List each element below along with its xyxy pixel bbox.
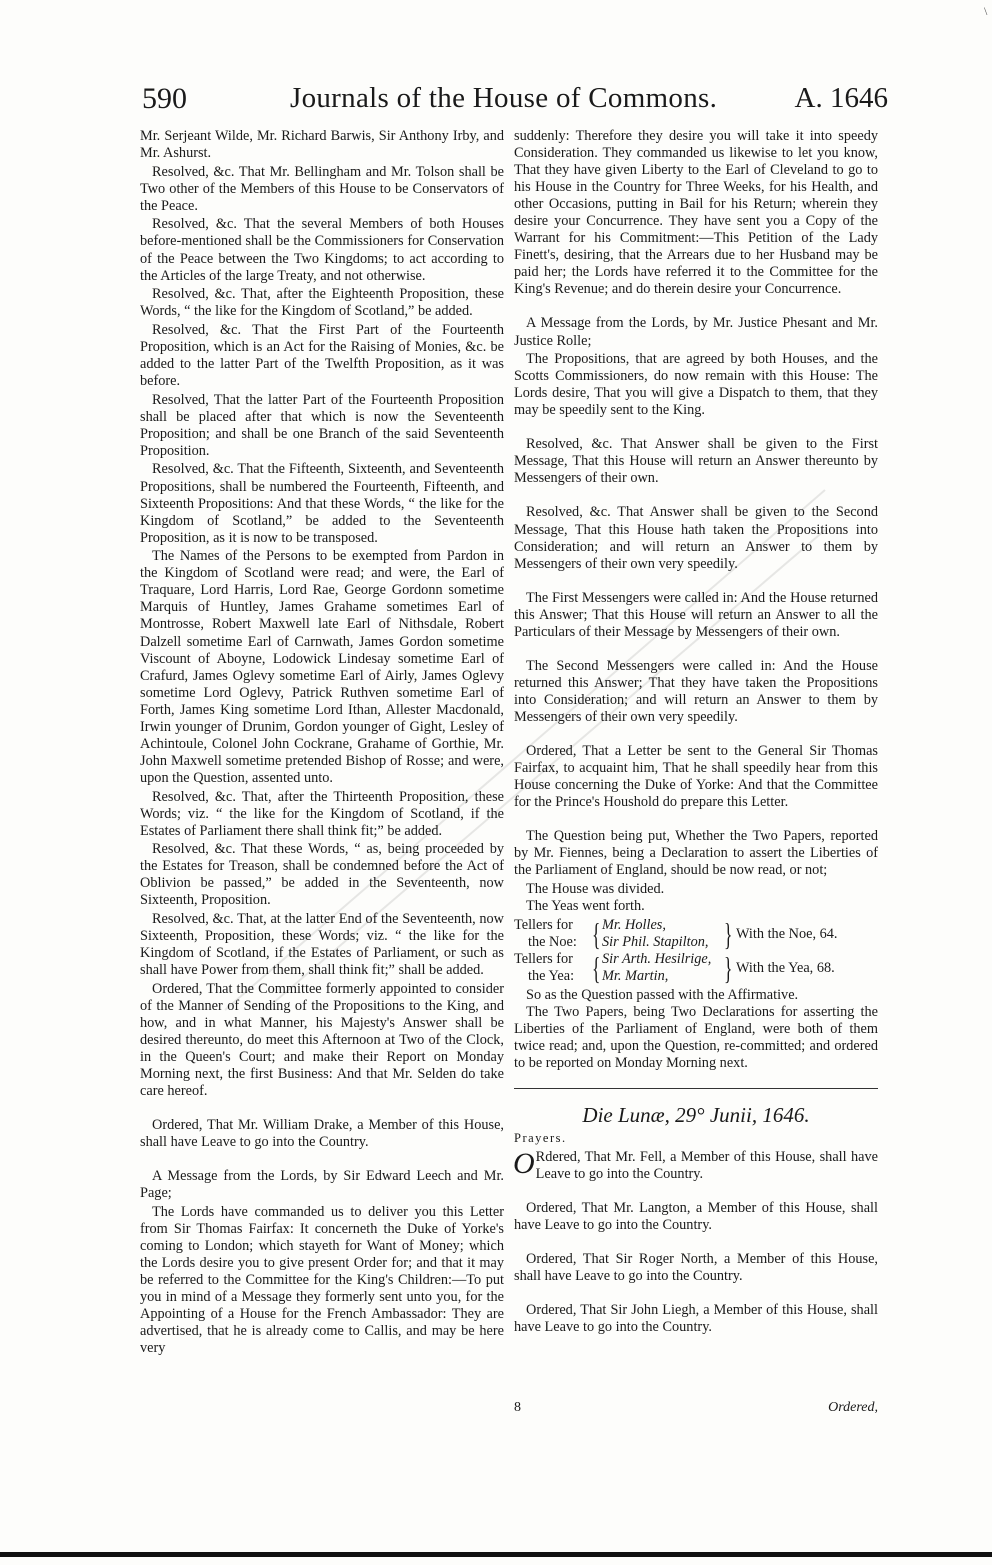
tellers-label-line: Tellers for <box>514 951 573 968</box>
paragraph: The Yeas went forth. <box>526 897 645 914</box>
paragraph: A Message from the Lords, by Sir Edward Leech and Mr. Page; <box>140 1168 504 1202</box>
paragraph: Resolved, &c. That the Fifteenth, Sixteenth, and Seventeenth Propositions, shall be numbered the Fourteenth, Fifteenth, and Sixteenth Propositions: And that these Words, “ the like for the Kingdom of Scotland,” be added to the Seventeenth Proposition, as it is now to be transposed. <box>140 461 504 546</box>
paragraph: The Second Messengers were called in: And the House returned this Answer; That they have taken the Propositions into Consideration; and will return an Answer to them by Messengers of their own very speedily. <box>514 657 878 725</box>
paragraph: Resolved, &c. That Answer shall be given to the First Message, That this House will return an Answer thereunto by Messengers of their own. <box>514 436 878 487</box>
left-brace: { <box>592 950 601 987</box>
paragraph: Ordered, That the Committee formerly appointed to consider of the Manner of Sending of the Propositions to the King, and how, and in what Manner, his Majesty's Answer shall be desired thereunto, do meet this Afternoon at Two of the Clock, in the Queen's Court; and make their Report on Monday Morning next, the first Business: And that Mr. Selden do take care hereof. <box>140 980 504 1100</box>
right-brace: } <box>724 950 733 987</box>
paragraph: Resolved, &c. That, after the Thirteenth Proposition, these Words; viz. “ the like for the Kingdom of Scotland, if the Estates of Parliament there shall think fit;” be added. <box>140 788 504 839</box>
tellers-label-line: the Noe: <box>528 934 577 951</box>
page-year: A. 1646 <box>794 82 888 114</box>
corner-mark: \ <box>984 4 988 18</box>
page-header <box>140 78 888 122</box>
paragraph: The Names of the Persons to be exempted from Pardon in the Kingdom of Scotland were read; and were, the Earl of Traquare, Lord Harris, Lord Rae, George Gordonn sometime Marquis of Huntley, James Grahame sometimes Earl of Montrosse, Robert Maxwell late Earl of Nithsdale, Robert Dalzell sometime Earl of Carnwath, James Gordon sometime Viscount of Aboyne, Lodowick Lindesay sometime Earl of Crafurd, James Oglevy sometime Earl of Airly, James Oglevy sometime Lord Oglevy, Patrick Ruthven sometime Earl of Forth, James King sometime Lord Ithan, Allester Macdonald, Irwin younger of Drunim, Gordon younger of Gight, Lesley of Achintoule, Colonel John Cockrane, Grahame of Gorthie, Mr. John Maxwell sometime pretended Bishop of Rosse; and were, upon the Question, assented unto. <box>140 548 504 786</box>
right-column <box>514 128 878 1338</box>
paragraph <box>513 1146 878 1183</box>
teller-name: Mr. Holles, <box>602 917 666 934</box>
tellers-label-line: Tellers for <box>514 917 573 934</box>
tellers-names <box>602 951 724 985</box>
teller-name: Sir Phil. Stapilton, <box>602 934 709 951</box>
paragraph: A Message from the Lords, by Mr. Justice Phesant and Mr. Justice Rolle; <box>514 315 878 349</box>
paragraph-text: Rdered, That Mr. Fell, a Member of this House, shall have Leave to go into the Country. <box>535 1148 878 1182</box>
bottom-edge-rule <box>0 1552 992 1557</box>
paragraph: Ordered, That Mr. Langton, a Member of this House, shall have Leave to go into the Country. <box>514 1200 878 1234</box>
paragraph: Mr. Serjeant Wilde, Mr. Richard Barwis, Sir Anthony Irby, and Mr. Ashurst. <box>140 128 504 162</box>
right-brace: } <box>724 916 733 953</box>
tellers-label <box>514 951 592 985</box>
paragraph: The Propositions, that are agreed by both Houses, and the Scotts Commissioners, do now remain with this House: The Lords desire, That you will give a Dispatch to them, that they may be speedily sent to the King. <box>514 351 878 419</box>
tellers-label <box>514 917 592 951</box>
teller-name: Mr. Martin, <box>602 968 669 985</box>
tellers-row <box>514 917 878 951</box>
paragraph: The House was divided. <box>526 880 665 897</box>
teller-name: Sir Arth. Hesilrige, <box>602 951 712 968</box>
paragraph: Resolved, &c. That, at the latter End of the Seventeenth, now Sixteenth, Proposition, these Words; viz. “ the like for the Kingdom of Scotland, if the Estates of Parliament, or such as shall have Power from them, shall think fit;” shall be added. <box>140 911 504 979</box>
paragraph: Resolved, That the latter Part of the Fourteenth Proposition shall be placed after that which is now the Seventeenth Proposition; and shall be one Branch of the said Seventeenth Proposition. <box>140 391 504 459</box>
catchword: Ordered, <box>828 1400 878 1415</box>
paragraph: So as the Question passed with the Affirmative. <box>526 987 799 1004</box>
paragraph: Resolved, &c. That the several Members of both Houses before-mentioned shall be the Commissioners for Conservation of the Peace between the Two Kingdoms; to act according to the Articles of the large Treaty, and not otherwise. <box>140 216 504 284</box>
paragraph: Resolved, &c. That the First Part of the Fourteenth Proposition, which is an Act for the Raising of Monies, &c. be added to the latter Part of the Twelfth Proposition, as it was before. <box>140 321 504 390</box>
page-title: Journals of the House of Commons. <box>290 82 718 114</box>
tellers-row <box>514 951 878 985</box>
tellers-names <box>602 917 724 951</box>
paragraph: The First Messengers were called in: And the House returned this Answer; That this House will return an Answer to all the Particulars of their Message by Messengers of their own. <box>514 589 878 640</box>
paragraph: Resolved, &c. That, after the Eighteenth Proposition, these Words, “ the like for the Kingdom of Scotland,” be added. <box>140 286 504 320</box>
paragraph: Resolved, &c. That these Words, “ as, being proceeded by the Estates for Treason, shall be condemned before the Act of Oblivion be passed,” be added in the Seventeenth, now Sixteenth, Proposition. <box>140 841 504 909</box>
drop-cap: O <box>513 1146 535 1180</box>
day-heading: Die Lunæ, 29° Junii, 1646. <box>582 1103 810 1128</box>
paragraph: Ordered, That Mr. William Drake, a Member of this House, shall have Leave to go into the Country. <box>140 1117 504 1151</box>
tellers-label-line: the Yea: <box>528 968 575 985</box>
left-column <box>140 128 504 1359</box>
left-brace: { <box>592 916 601 953</box>
paragraph: Ordered, That Sir Roger North, a Member of this House, shall have Leave to go into the Country. <box>514 1251 878 1285</box>
paragraph: Resolved, &c. That Answer shall be given to the Second Message, That this House hath taken the Propositions into Consideration; and will return an Answer to them by Messengers of their own very speedily. <box>514 504 878 572</box>
paragraph: The Two Papers, being Two Declarations for asserting the Liberties of the Parliament of England, were both of them twice read; and, upon the Question, re-committed; and ordered to be reported on Monday Morning next. <box>514 1004 878 1072</box>
prayers-heading: Prayers. <box>514 1131 567 1146</box>
signature-mark: 8 <box>514 1400 521 1415</box>
page-number: 590 <box>142 82 187 115</box>
section-divider <box>514 1088 878 1089</box>
paragraph: Ordered, That Sir John Liegh, a Member of this House, shall have Leave to go into the Country. <box>514 1302 878 1336</box>
paragraph: Resolved, &c. That Mr. Bellingham and Mr. Tolson shall be Two other of the Members of this House to be Conservators of the Peace. <box>140 163 504 214</box>
paragraph: The Lords have commanded us to deliver you this Letter from Sir Thomas Fairfax: It concerneth the Duke of Yorke's coming to London; which stayeth for Want of Money; which the Lords desire you to give present Order for; and that it may be referred to the Committee for the King's Children:—To put you in mind of a Message they formerly sent unto you, for the Appointing of a House for the French Ambassador: They are advertised, that he is already come to Callis, and may be here very <box>140 1203 504 1357</box>
division-result: With the Noe, 64. <box>736 925 838 942</box>
tellers-table <box>514 917 878 985</box>
paragraph: suddenly: Therefore they desire you will take it into speedy Consideration. They commanded us likewise to let you know, That they have given Liberty to the Earl of Cleveland to go to his House in the Country for Three Weeks, for his Health, and other Occasions, putting in Bail for his Return; wherein they desire your Concurrence. They have sent you a Copy of the Warrant for his Commitment:—This Petition of the Lady Finett's, desiring, that the Arrears due to her Husband may be paid her; the Lords have referred it to the Committee for the King's Revenue; and do therein desire your Concurrence. <box>514 128 878 298</box>
paragraph: The Question being put, Whether the Two Papers, reported by Mr. Fiennes, being a Declaration to assert the Liberties of the Parliament of England, should be now read, or not; <box>514 828 878 879</box>
paragraph: Ordered, That a Letter be sent to the General Sir Thomas Fairfax, to acquaint him, That he shall speedily hear from this House concerning the Duke of Yorke: And that the Committee for the Prince's Houshold do prepare this Letter. <box>514 743 878 811</box>
division-result: With the Yea, 68. <box>736 959 835 976</box>
